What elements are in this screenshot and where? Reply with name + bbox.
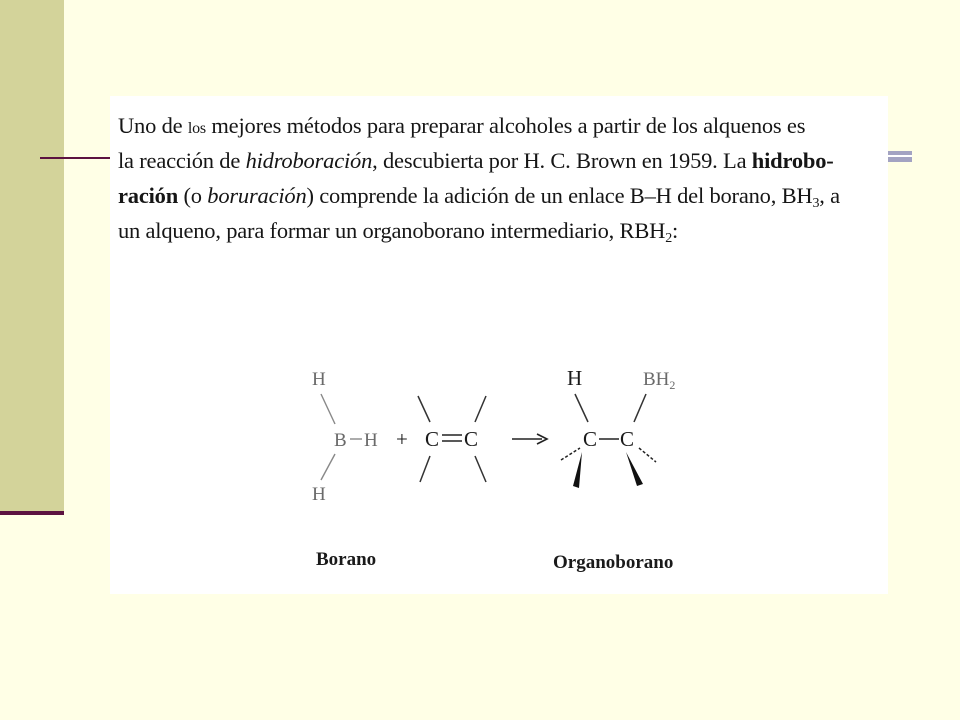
label-organoborano: Organoborano [553, 552, 674, 573]
reaction-arrow-icon [512, 434, 547, 444]
text-fragment: : [672, 218, 679, 244]
text-fragment: Uno de [118, 113, 183, 138]
left-accent-bar [0, 0, 64, 512]
text-fragment: los [187, 120, 206, 137]
text-fragment: , descubierta por H. C. Brown en 1959. La [372, 148, 747, 174]
bond [321, 394, 335, 424]
text-fragment: , a [819, 183, 840, 209]
term-hidroboracion-bold: hidrobo- [751, 148, 834, 174]
organoborane-structure [561, 366, 675, 488]
scanned-textbook-image [110, 96, 888, 594]
borane-structure [312, 369, 378, 505]
hashed-bond [639, 448, 656, 462]
text-fragment: un alqueno, para formar un organoborano intermediario, RBH [118, 218, 666, 244]
title-rule [40, 157, 120, 159]
right-decoration [886, 151, 912, 162]
product-c2: C [620, 427, 635, 451]
plus-sign: + [396, 427, 408, 451]
wedge-bond [626, 452, 643, 486]
text-fragment: (o [183, 183, 202, 209]
text-fragment: ) comprende la adición de un enlace B–H del borano, BH [306, 183, 813, 209]
alkene-structure [418, 396, 486, 482]
borane-h-top: H [312, 369, 326, 390]
product-h: H [567, 366, 583, 390]
hashed-bond [561, 448, 580, 460]
bond [634, 394, 646, 422]
term-hidroboracion-italic: hidroboración [245, 148, 373, 174]
bond [418, 396, 430, 422]
term-boruracion-italic: boruración [207, 183, 307, 209]
borane-h-right: H [364, 430, 378, 451]
bond [475, 456, 486, 482]
product-c1: C [583, 427, 598, 451]
hydroboration-reaction-scheme [110, 96, 888, 594]
bond [575, 394, 588, 422]
bond [475, 396, 486, 422]
subscript: 2 [665, 231, 673, 247]
term-hidroboracion-bold-cont: ración [118, 183, 179, 209]
wedge-bond [573, 452, 582, 488]
alkene-c1: C [425, 427, 440, 451]
alkene-c2: C [464, 427, 479, 451]
bond [321, 454, 335, 480]
subscript: 3 [812, 196, 820, 212]
text-fragment: mejores métodos para preparar alcoholes a partir de los alquenos es [211, 113, 806, 138]
label-borano: Borano [316, 549, 377, 570]
product-bh2: $BH_2$ [643, 369, 676, 392]
bond [420, 456, 430, 482]
borane-h-bottom: H [312, 484, 326, 505]
left-accent-underline [0, 511, 64, 515]
borane-b: B [334, 430, 347, 451]
text-fragment: la reacción de [118, 148, 241, 174]
